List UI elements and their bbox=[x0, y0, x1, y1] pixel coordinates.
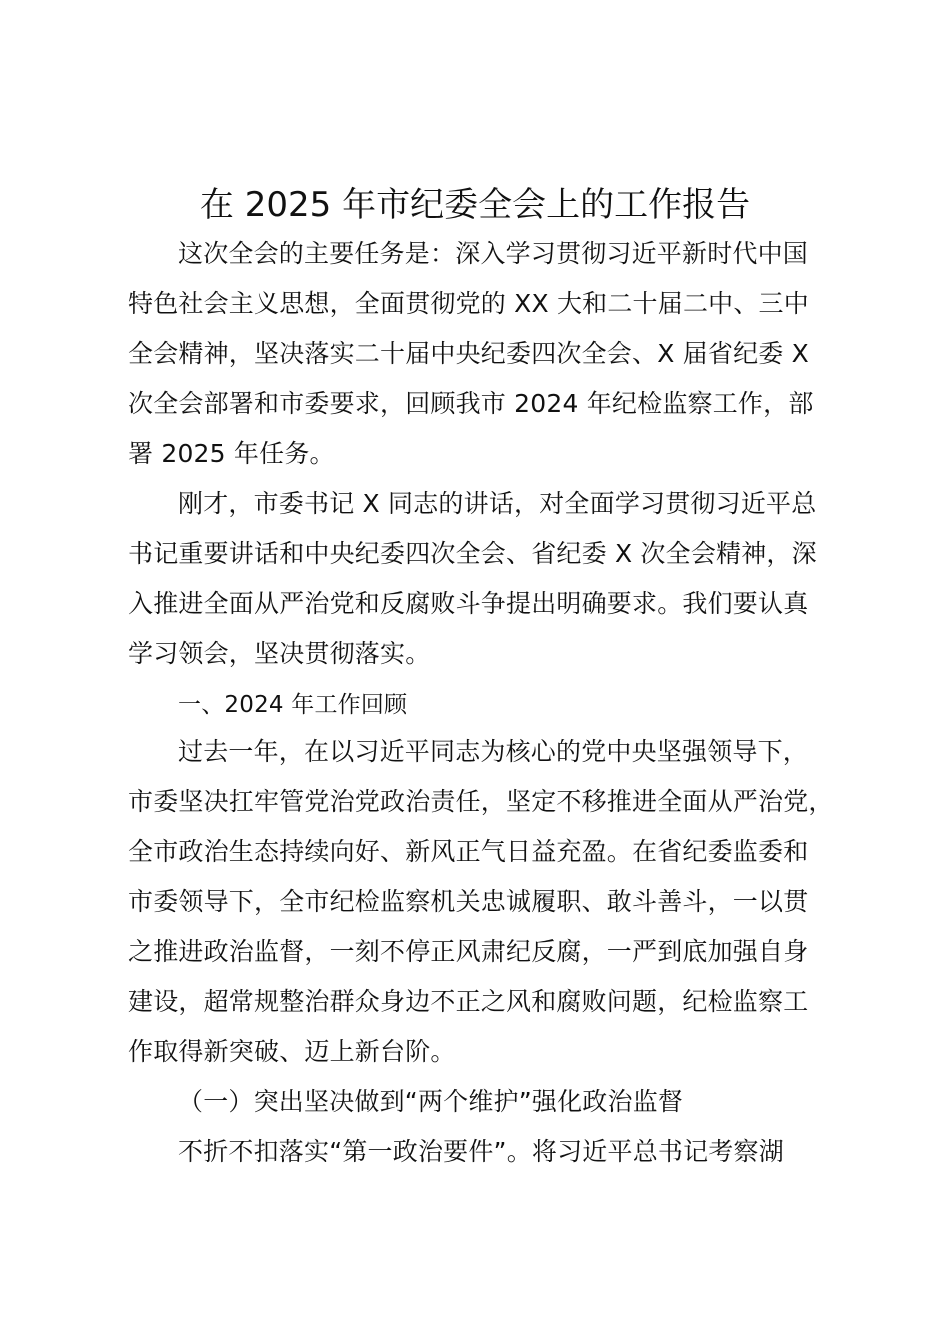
paragraph-line: 市委坚决扛牢管党治党政治责任，坚定不移推进全面从严治党， bbox=[128, 787, 834, 816]
paragraph-line: 市委领导下，全市纪检监察机关忠诚履职、敢斗善斗，一以贯 bbox=[128, 887, 809, 916]
section-heading: 一、2024 年工作回顾 bbox=[178, 692, 408, 718]
paragraph-line: 过去一年，在以习近平同志为核心的党中央坚强领导下， bbox=[178, 737, 809, 766]
paragraph-line: 特色社会主义思想，全面贯彻党的 XX 大和二十届二中、三中 bbox=[128, 289, 809, 318]
paragraph-line: 作取得新突破、迈上新台阶。 bbox=[128, 1037, 456, 1066]
subsection-heading: （一）突出坚决做到“两个维护”强化政治监督 bbox=[178, 1087, 684, 1116]
document-title: 在 2025 年市纪委全会上的工作报告 bbox=[199, 185, 751, 225]
paragraph-line: 入推进全面从严治党和反腐败斗争提出明确要求。我们要认真 bbox=[128, 589, 809, 618]
paragraph-line: 之推进政治监督，一刻不停正风肃纪反腐，一严到底加强自身 bbox=[128, 937, 809, 966]
paragraph-line: 这次全会的主要任务是：深入学习贯彻习近平新时代中国 bbox=[178, 239, 809, 268]
paragraph-line: 不折不扣落实“第一政治要件”。将习近平总书记考察湖 bbox=[178, 1137, 784, 1166]
paragraph-line: 刚才，市委书记 X 同志的讲话，对全面学习贯彻习近平总 bbox=[178, 489, 817, 518]
paragraph-line: 署 2025 年任务。 bbox=[128, 439, 335, 468]
paragraph-line: 全市政治生态持续向好、新风正气日益充盈。在省纪委监委和 bbox=[128, 837, 809, 866]
paragraph-line: 建设，超常规整治群众身边不正之风和腐败问题，纪检监察工 bbox=[128, 987, 809, 1016]
paragraph-line: 次全会部署和市委要求，回顾我市 2024 年纪检监察工作，部 bbox=[128, 389, 814, 418]
paragraph-line: 书记重要讲话和中央纪委四次全会、省纪委 X 次全会精神，深 bbox=[128, 539, 817, 568]
paragraph-line: 全会精神，坚决落实二十届中央纪委四次全会、X 届省纪委 X bbox=[128, 339, 809, 368]
paragraph-line: 学习领会，坚决贯彻落实。 bbox=[128, 639, 431, 668]
